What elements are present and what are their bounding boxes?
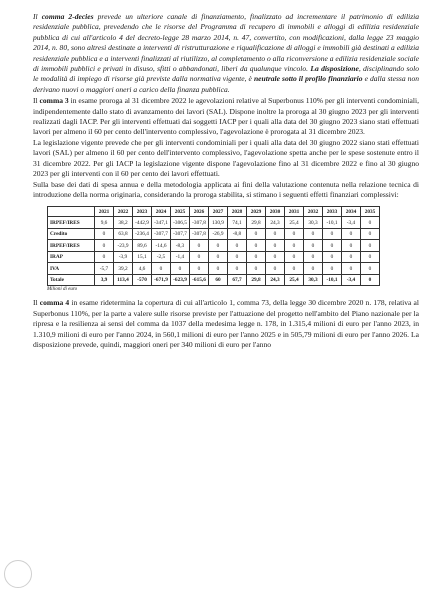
table-cell: 29,8 (247, 217, 266, 229)
table-row (48, 240, 380, 252)
year-header-cell: 2022 (114, 207, 133, 217)
table-cell: 0 (304, 240, 323, 252)
table-cell: 3,9 (95, 274, 114, 286)
table-cell: -10,1 (323, 217, 342, 229)
table-cell: 0 (171, 263, 190, 275)
table-cell: -23,9 (114, 240, 133, 252)
table-row (48, 263, 380, 275)
year-header-cell: 2028 (228, 207, 247, 217)
table-cell: 0 (190, 263, 209, 275)
table-cell: 89,6 (133, 240, 152, 252)
table-cell: -3,4 (342, 217, 361, 229)
table-cell: 0 (228, 251, 247, 263)
table-cell: -307,8 (190, 228, 209, 240)
table-cell: 0 (285, 240, 304, 252)
document-page (33, 12, 419, 350)
bold-comma-4: comma 4 (39, 298, 70, 308)
table-cell: 0 (209, 240, 228, 252)
table-cell: 0 (228, 263, 247, 275)
table-row (48, 228, 380, 240)
paragraph-legislazione-vigente: La legislazione vigente prevede che per gli interventi condominiali per i quali alla data del 30 giugno 2022 siano stati effettuati lavori (SAL) per almeno il 60 per cento dell'intervento complessivo, l'agevolazione spetta anche per le spese sostenute entro il 31 dicembre 2022. Per gli IACP la legislazione vigente dispone l'agevolazione fino al 31 dicembre 2022 e fino al 30 giugno 2023 per gli interventi con il 60 per cento dei lavori effettuati. (33, 137, 419, 179)
table-cell: 67,7 (228, 274, 247, 286)
table-cell: -306,5 (171, 217, 190, 229)
financial-effects-table (47, 206, 380, 286)
table-cell: -307,8 (190, 217, 209, 229)
table-cell: -3,4 (342, 274, 361, 286)
table-cell: 0 (342, 228, 361, 240)
table-cell: 0 (266, 240, 285, 252)
table-cell: -8,8 (228, 228, 247, 240)
table-unit-note: Milioni di euro (47, 287, 78, 293)
table-cell: -2,5 (152, 251, 171, 263)
row-label: IRPEF/IRES (48, 240, 95, 252)
table-cell: 0 (323, 263, 342, 275)
table-cell: 0 (342, 240, 361, 252)
table-cell: 39,2 (114, 263, 133, 275)
table-cell: 0 (95, 228, 114, 240)
table-cell: 0 (285, 263, 304, 275)
year-header-cell: 2026 (190, 207, 209, 217)
table-cell: 0 (342, 263, 361, 275)
table-cell: -14,6 (152, 240, 171, 252)
year-header-cell: 2033 (323, 207, 342, 217)
table-cell: 0 (247, 228, 266, 240)
table-cell: 0 (361, 263, 380, 275)
table-cell: 0 (304, 228, 323, 240)
table-cell: -236,4 (133, 228, 152, 240)
year-header-cell: 2025 (171, 207, 190, 217)
table-cell: 24,3 (266, 217, 285, 229)
table-row (48, 217, 380, 229)
table-cell: 0 (209, 263, 228, 275)
table-cell: 25,4 (285, 274, 304, 286)
table-cell: 0 (323, 228, 342, 240)
bold-comma-3: comma 3 (39, 96, 69, 106)
row-label: Credito (48, 228, 95, 240)
table-cell: -1,4 (171, 251, 190, 263)
table-cell: 0 (323, 240, 342, 252)
table-cell: -347,1 (152, 217, 171, 229)
year-header-cell: 2021 (95, 207, 114, 217)
table-cell: 24,3 (266, 274, 285, 286)
table-corner-cell (48, 207, 95, 217)
table-cell: -3,9 (114, 251, 133, 263)
paragraph-comma-2-decies: Il comma 2-decies prevede un ulteriore canale di finanziamento, finalizzato ad incrementare il patrimonio di edilizia residenziale pubblica, prevedendo che le risorse del Programma di recupero di immobili e alloggi di edilizia residenziale pubblica di cui all'articolo 4 del decreto-legge 28 marzo 2014, n. 47, convertito, con modificazioni, dalla legge 23 maggio 2014, n. 80, sono altresì destinate a interventi di ristrutturazione e riqualificazione di alloggi e immobili già destinati a edilizia residenziale pubblica e a interventi finalizzati al riutilizzo, al completamento o alla riconversione a edilizia residenziale sociale di immobili pubblici e privati in disuso, sfitti o abbandonati, liberi da qualunque vincolo. La disposizione, disciplinando solo le modalità di impiego di risorse già previste dalla normativa vigente, è neutrale sotto il profilo finanziario e dalla stessa non derivano nuovi o maggiori oneri a carico della finanza pubblica. (33, 12, 420, 94)
table-cell: 29,8 (247, 274, 266, 286)
year-header-cell: 2030 (266, 207, 285, 217)
table-cell: -26,9 (209, 228, 228, 240)
table-cell: 0 (190, 240, 209, 252)
table-cell: -671,9 (152, 274, 171, 286)
table-cell: 0 (361, 217, 380, 229)
paragraph-comma-3: Il comma 3 in esame proroga al 31 dicembre 2022 le agevolazioni relative al Superbonus 110% per gli interventi condominiali, indipendentemente dallo stato di avanzamento dei lavori (SAL). Dispone inoltre la proroga al 30 giugno 2023 per gli interventi realizzati dagli IACP. Per gli interventi effettuati dai soggetti IACP per i quali alla data del 30 giugno 2023 siano stati effettuati lavori per almeno il 60 per cento dell'intervento complessivo, l'agevolazione è prorogata al 31 dicembre 2023. (33, 96, 419, 137)
table-cell: 0 (342, 251, 361, 263)
table-cell: 30,3 (304, 217, 323, 229)
table-cell: 0 (95, 251, 114, 263)
table-cell: 15,1 (133, 251, 152, 263)
table-cell: 0 (285, 228, 304, 240)
table-cell: 113,4 (114, 274, 133, 286)
table-cell: 0 (209, 251, 228, 263)
row-label: Totale (48, 274, 95, 286)
table-cell: -10,1 (323, 274, 342, 286)
table-cell: 74,1 (228, 217, 247, 229)
table-cell: 0 (266, 228, 285, 240)
year-header-cell: 2031 (285, 207, 304, 217)
table-cell: 0 (361, 274, 380, 286)
table-cell: 0 (304, 251, 323, 263)
table-cell: 0 (228, 240, 247, 252)
table-cell: 0 (247, 263, 266, 275)
year-header-cell: 2027 (209, 207, 228, 217)
table-cell: 0 (152, 263, 171, 275)
table-cell: 60 (209, 274, 228, 286)
table-row (48, 274, 380, 286)
table-cell: 9,6 (95, 217, 114, 229)
year-header-cell: 2023 (133, 207, 152, 217)
table-cell: -8,3 (171, 240, 190, 252)
table-cell: 63,8 (114, 228, 133, 240)
paragraph-comma-4: Il comma 4 in esame ridetermina la copertura di cui all'articolo 1, comma 73, della legge 30 dicembre 2020 n. 178, relativa al Superbonus 110%, per la parte a valere sulle risorse previste per l'attuazione del progetto nell'ambito del Piano nazionale per la ripresa e la resilienza ai sensi del comma da 1037 della medesima legge n. 178, in 1.315,4 milioni di euro per l'anno 2023, in 1.310,9 milioni di euro per l'anno 2024, in 560,1 milioni di euro per l'anno 2025 e in 505,79 milioni di euro per l'anno 2026. La disposizione prevede, quindi, maggiori oneri per 340 milioni di euro per l'anno (33, 298, 419, 349)
table-cell: 0 (190, 251, 209, 263)
year-header-cell: 2024 (152, 207, 171, 217)
row-label: IRAP (48, 251, 95, 263)
table-cell: 0 (247, 240, 266, 252)
table-cell: 0 (95, 240, 114, 252)
table-cell: -307,7 (152, 228, 171, 240)
stamp-seal (4, 560, 32, 588)
table-cell: 0 (361, 251, 380, 263)
table-cell: 0 (323, 251, 342, 263)
table-cell: -615,6 (190, 274, 209, 286)
table-cell: 0 (266, 263, 285, 275)
table-cell: -5,7 (95, 263, 114, 275)
row-label: IRPEF/IRES (48, 217, 95, 229)
table-cell: 38,2 (114, 217, 133, 229)
paragraph-effetti-finanziari: Sulla base dei dati di spesa annua e della metodologia applicata ai fini della valutazione contenuta nella relazione tecnica di introduzione della norma originaria, considerando la proroga stabilita, si stimano i seguenti effetti finanziari complessivi: (33, 179, 419, 199)
table-cell: -623,9 (171, 274, 190, 286)
table-header-row (48, 207, 380, 217)
table-cell: 0 (361, 240, 380, 252)
year-header-cell: 2029 (247, 207, 266, 217)
table-cell: 0 (285, 251, 304, 263)
bold-comma-2-decies: comma 2-decies (41, 12, 94, 21)
table-cell: 0 (361, 228, 380, 240)
year-header-cell: 2032 (304, 207, 323, 217)
table-cell: 30,3 (304, 274, 323, 286)
table-cell: -307,7 (171, 228, 190, 240)
table-cell: -442,9 (133, 217, 152, 229)
year-header-cell: 2034 (342, 207, 361, 217)
table-cell: 0 (247, 251, 266, 263)
table-row (48, 251, 380, 263)
table-cell: 25,4 (285, 217, 304, 229)
year-header-cell: 2035 (361, 207, 380, 217)
table-cell: 0 (266, 251, 285, 263)
table-cell: 0 (304, 263, 323, 275)
table-cell: 130,9 (209, 217, 228, 229)
row-label: IVA (48, 263, 95, 275)
table-cell: -570 (133, 274, 152, 286)
table-cell: 4,6 (133, 263, 152, 275)
